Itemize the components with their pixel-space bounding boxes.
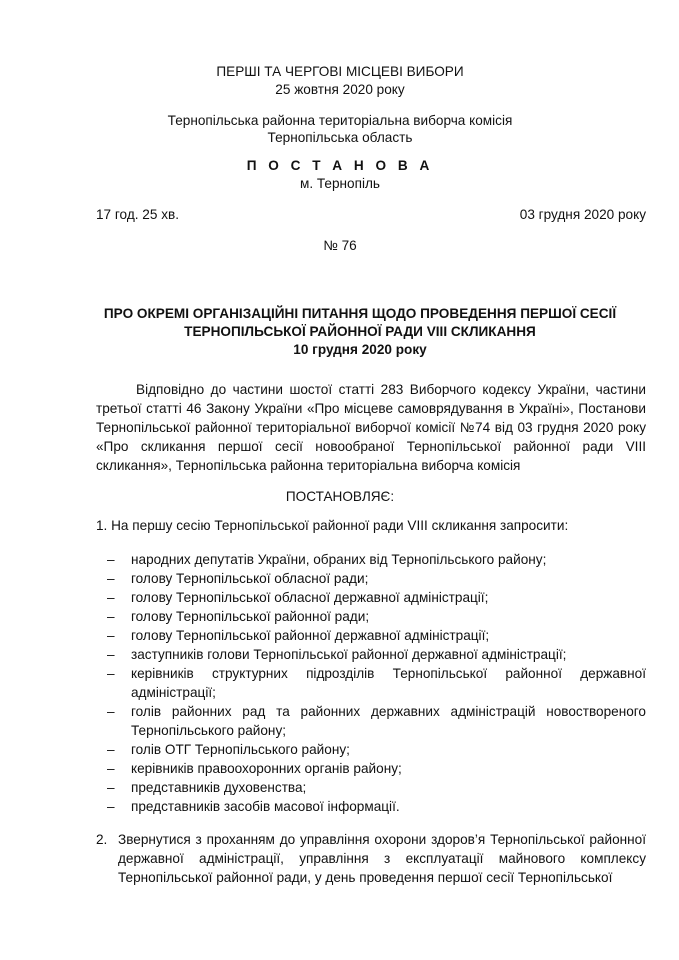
list-item: – голів районних рад та районних державних адміністрацій новоствореного Тернопільського району; [107,704,646,738]
item-2 [96,830,646,887]
subject-line-3: 10 грудня 2020 року [293,342,427,357]
list-item: – народних депутатів України, обраних від Тернопільського району; [107,552,547,567]
dash-marker: – [107,628,115,643]
preamble-text: Відповідно до частини шостої статті 283 Виборчого кодексу України, частини третьої статті 46 Закону України «Про місцеве самоврядування в Україні», Постанови Тернопільської районної територіальної виборчої комісії №74 від 03 грудня 2020 року «Про скликання першої сесії новообраної Тернопільської районної ради VIII скликання», Тернопільська районна територіальна виборча комісія [96,382,646,473]
resolution-city: м. Тернопіль [299,176,381,191]
dash-marker: – [107,647,115,662]
dash-marker: – [107,609,115,624]
item-2-text: Звернутися з проханням до управління охорони здоров’я Тернопільської районної державної адміністрації, управління з експлуатації майнового комплексу Тернопільської районної ради, у день проведення першої сесії Тернопільської [118,832,646,885]
dash-marker: – [107,704,115,719]
dash-marker: – [107,571,115,586]
region-name: Тернопільська область [267,130,413,145]
invitees-list [96,550,646,816]
list-item: – голову Тернопільської обласної ради; [107,571,369,586]
commission-name: Тернопільська районна територіальна виборча комісія [167,113,513,128]
list-item: – голову Тернопільської районної ради; [107,609,370,624]
dash-marker: – [107,799,115,814]
dash-marker: – [107,590,115,605]
resolution-title: П О С Т А Н О В А [246,158,434,173]
dash-marker: – [107,666,115,681]
dash-marker: – [107,552,115,567]
list-item: – голову Тернопільської районної державної адміністрації; [107,628,490,643]
resolution-number: № 76 [323,238,357,253]
list-item: – керівників структурних підрозділів Тернопільської районної державної адміністрації; [107,666,646,700]
resolves-heading: ПОСТАНОВЛЯЄ: [285,489,395,504]
list-item: – представників засобів масової інформації. [107,799,400,814]
preamble [96,380,646,475]
election-title: ПЕРШІ ТА ЧЕРГОВІ МІСЦЕВІ ВИБОРИ [216,64,464,79]
dash-marker: – [107,761,115,776]
subject-line-2: ТЕРНОПІЛЬСЬКОЇ РАЙОННОЇ РАДИ VIII СКЛИКАННЯ [184,324,536,339]
list-item: – голів ОТГ Тернопільського району; [107,742,350,757]
resolution-date: 03 грудня 2020 року [519,207,646,222]
list-item: – голову Тернопільської обласної державної адміністрації; [107,590,489,605]
item-2-number: 2. [96,832,108,847]
dash-marker: – [107,780,115,795]
resolution-time: 17 год. 25 хв. [96,207,179,222]
item-1-heading: 1. На першу сесію Тернопільської районної ради VIII скликання запросити: [96,518,569,533]
list-item: – керівників правоохоронних органів району; [107,761,402,776]
election-date: 25 жовтня 2020 року [275,82,405,97]
dash-marker: – [107,742,115,757]
list-item: – заступників голови Тернопільської районної державної адміністрації; [107,647,567,662]
list-item: – представників духовенства; [107,780,307,795]
subject-line-1: ПРО ОКРЕМІ ОРГАНІЗАЦІЙНІ ПИТАННЯ ЩОДО ПРОВЕДЕННЯ ПЕРШОЇ СЕСІЇ [103,306,617,321]
